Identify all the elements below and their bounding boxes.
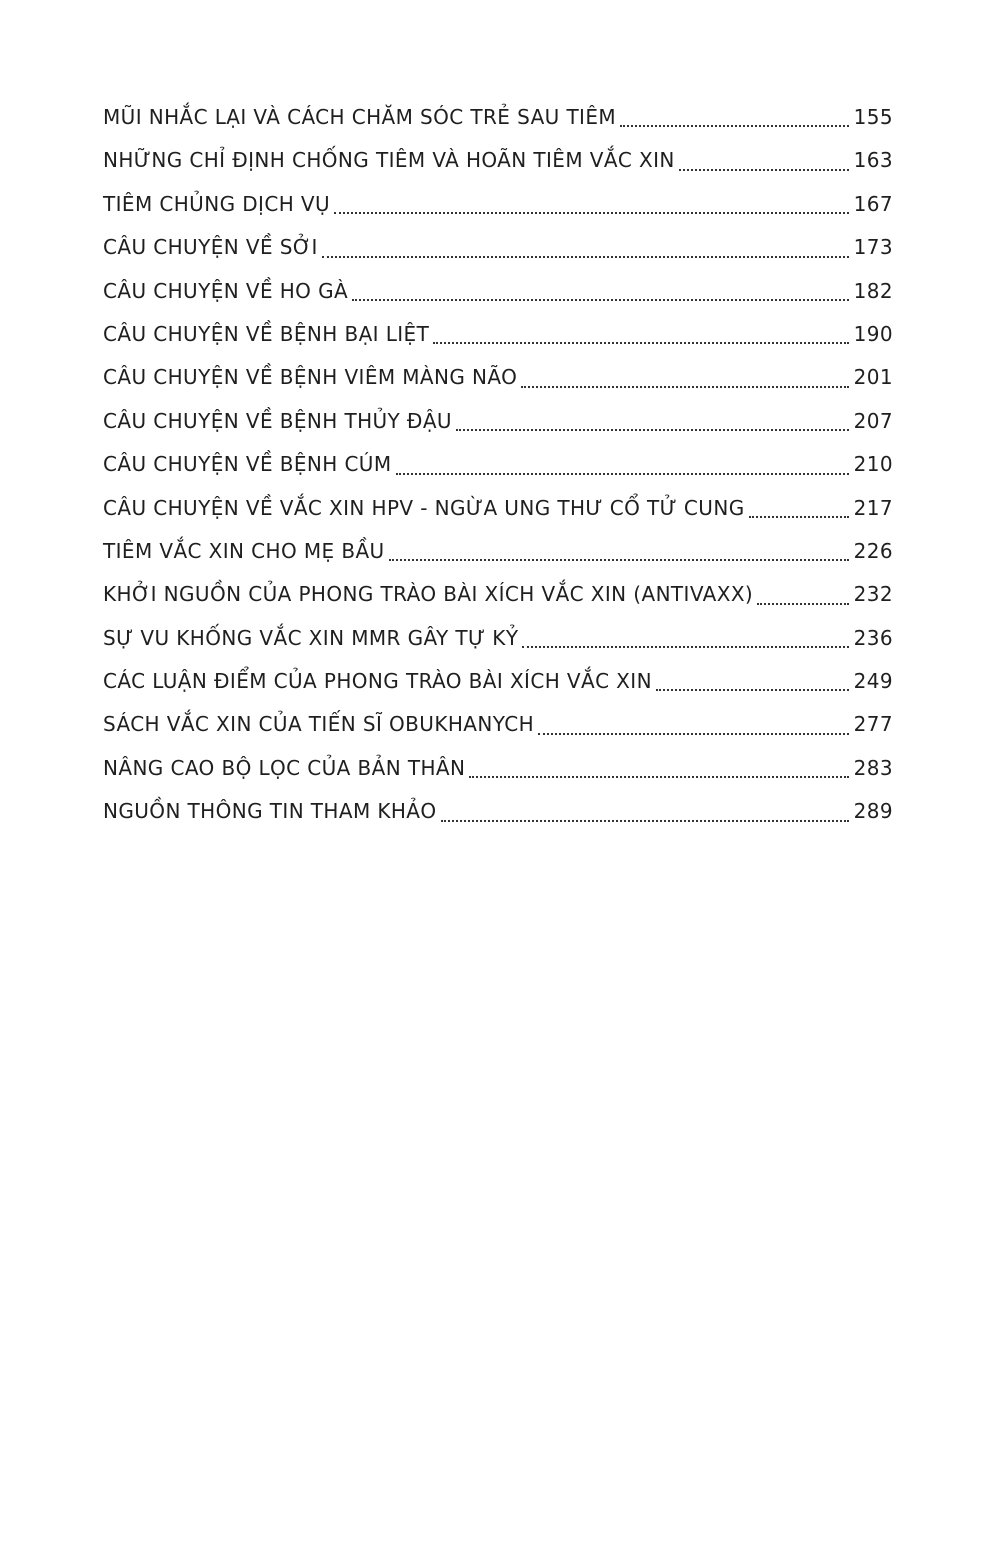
- toc-entry-title: CÁC LUẬN ĐIỂM CỦA PHONG TRÀO BÀI XÍCH VẮC XIN: [103, 669, 652, 694]
- toc-entry-title: SÁCH VẮC XIN CỦA TIẾN SĨ OBUKHANYCH: [103, 712, 535, 737]
- toc-entry[interactable]: [103, 703, 893, 746]
- dot-leader: [620, 96, 849, 139]
- dot-leader: [352, 270, 849, 313]
- toc-entry-title: SỰ VU KHỐNG VẮC XIN MMR GÂY TỰ KỶ: [103, 625, 519, 650]
- toc-entry[interactable]: [103, 183, 893, 226]
- toc-entry-title: NÂNG CAO BỘ LỌC CỦA BẢN THÂN: [103, 755, 466, 780]
- toc-entry[interactable]: [103, 530, 893, 573]
- toc-entry-page-number: 182: [853, 278, 893, 303]
- toc-entry-title: CÂU CHUYỆN VỀ BỆNH THỦY ĐẬU: [103, 408, 452, 433]
- toc-entry-title: TIÊM CHỦNG DỊCH VỤ: [103, 191, 331, 216]
- toc-entry-page-number: 190: [853, 321, 893, 346]
- toc-entry-page-number: 277: [853, 712, 893, 737]
- toc-entry[interactable]: [103, 226, 893, 269]
- toc-entry-page-number: 232: [853, 582, 893, 607]
- toc-entry[interactable]: [103, 617, 893, 660]
- toc-entry-page-number: 155: [853, 105, 893, 129]
- toc-entry[interactable]: [103, 573, 893, 616]
- dot-leader: [389, 530, 849, 573]
- dot-leader: [456, 400, 849, 443]
- dot-leader: [522, 617, 849, 660]
- dot-leader: [521, 356, 849, 399]
- dot-leader: [396, 443, 849, 486]
- toc-entry-page-number: 236: [853, 625, 893, 650]
- toc-entry[interactable]: [103, 443, 893, 486]
- dot-leader: [538, 703, 849, 746]
- toc-entry-page-number: 207: [853, 408, 893, 433]
- dot-leader: [322, 226, 849, 269]
- toc-entry-title: CÂU CHUYỆN VỀ SỞI: [103, 235, 318, 260]
- toc-entry[interactable]: [103, 790, 893, 833]
- toc-entry-page-number: 226: [853, 538, 893, 563]
- dot-leader: [469, 747, 849, 790]
- toc-entry-page-number: 210: [853, 452, 893, 477]
- toc-entry[interactable]: [103, 139, 893, 182]
- toc-entry-page-number: 201: [853, 365, 893, 390]
- toc-entry[interactable]: [103, 356, 893, 399]
- toc-entry[interactable]: [103, 660, 893, 703]
- toc-entry-title: CÂU CHUYỆN VỀ BỆNH CÚM: [103, 452, 392, 477]
- toc-entry-page-number: 289: [853, 799, 893, 824]
- toc-entry[interactable]: [103, 96, 893, 139]
- toc-entry[interactable]: [103, 313, 893, 356]
- dot-leader: [441, 790, 849, 833]
- dot-leader: [433, 313, 849, 356]
- toc-entry-title: CÂU CHUYỆN VỀ BỆNH BẠI LIỆT: [103, 321, 430, 346]
- toc-entry-title: NHỮNG CHỈ ĐỊNH CHỐNG TIÊM VÀ HOÃN TIÊM VẮC XIN: [103, 148, 675, 173]
- table-of-contents: [103, 96, 893, 834]
- toc-entry-title: CÂU CHUYỆN VỀ BỆNH VIÊM MÀNG NÃO: [103, 365, 518, 390]
- toc-entry-page-number: 283: [853, 755, 893, 780]
- toc-entry[interactable]: [103, 747, 893, 790]
- toc-entry-page-number: 167: [853, 191, 893, 216]
- dot-leader: [334, 183, 849, 226]
- dot-leader: [679, 139, 849, 182]
- toc-entry[interactable]: [103, 400, 893, 443]
- toc-entry-page-number: 217: [853, 495, 893, 520]
- toc-entry-page-number: 163: [853, 148, 893, 173]
- toc-entry[interactable]: [103, 270, 893, 313]
- dot-leader: [656, 660, 849, 703]
- toc-entry-title: CÂU CHUYỆN VỀ HO GÀ: [103, 278, 349, 303]
- toc-entry-title: MŨI NHẮC LẠI VÀ CÁCH CHĂM SÓC TRẺ SAU TIÊM: [103, 105, 617, 129]
- dot-leader: [749, 487, 849, 530]
- toc-entry-title: KHỞI NGUỒN CỦA PHONG TRÀO BÀI XÍCH VẮC XIN (ANTIVAXX): [103, 582, 754, 607]
- toc-entry-title: NGUỒN THÔNG TIN THAM KHẢO: [103, 799, 437, 824]
- toc-entry-page-number: 249: [853, 669, 893, 694]
- toc-entry-title: TIÊM VẮC XIN CHO MẸ BẦU: [103, 538, 385, 563]
- toc-entry-page-number: 173: [853, 235, 893, 260]
- dot-leader: [757, 573, 849, 616]
- toc-entry-title: CÂU CHUYỆN VỀ VẮC XIN HPV - NGỪA UNG THƯ CỔ TỬ CUNG: [103, 495, 745, 520]
- toc-entry[interactable]: [103, 487, 893, 530]
